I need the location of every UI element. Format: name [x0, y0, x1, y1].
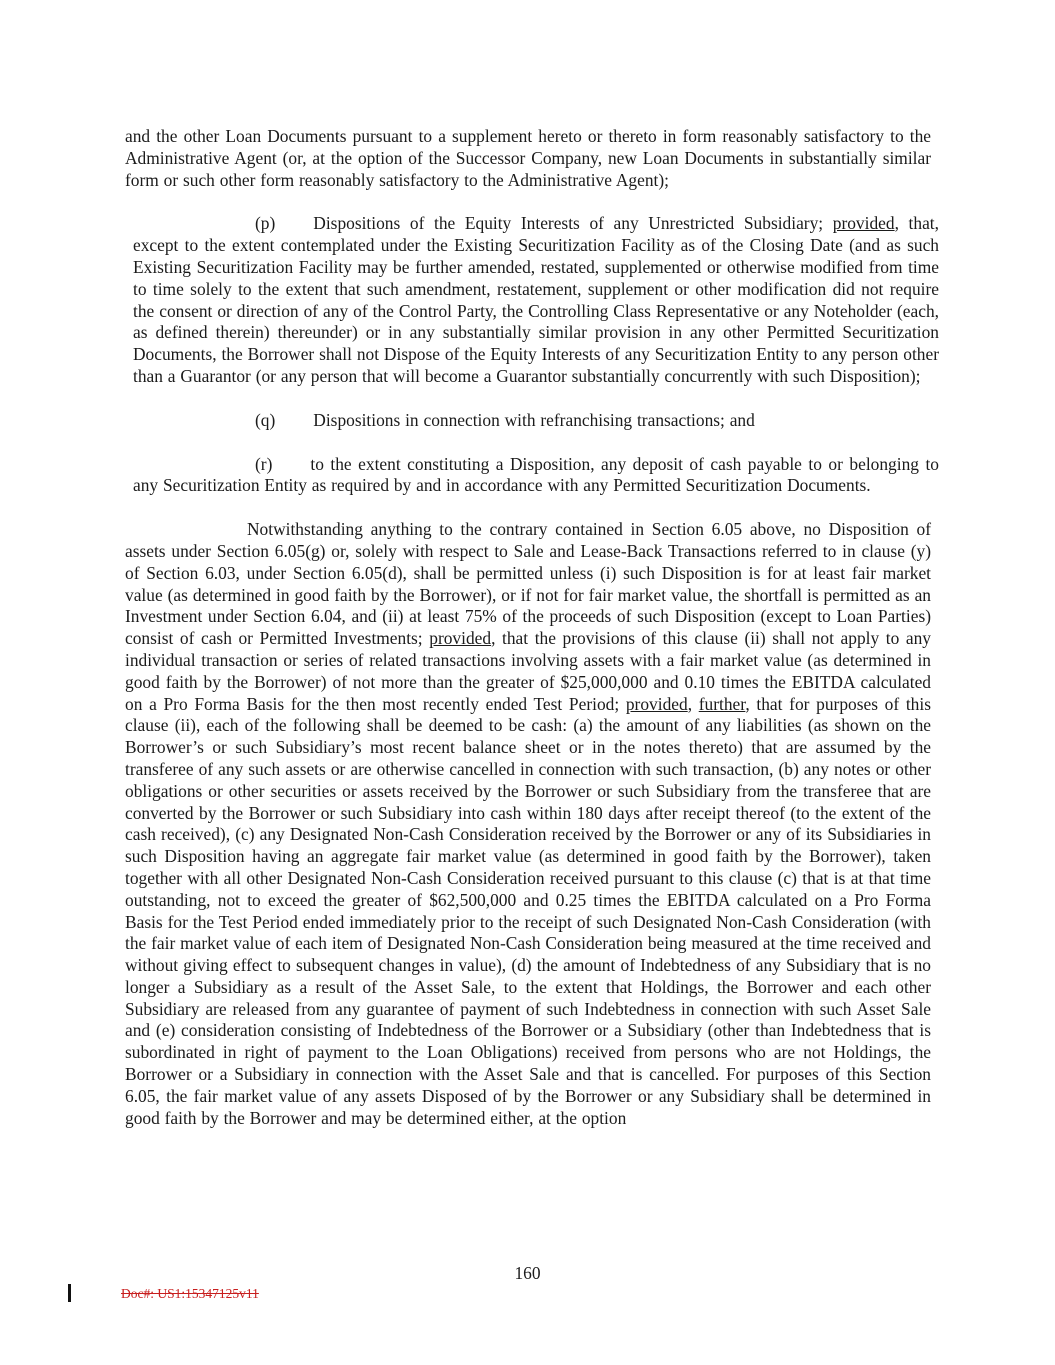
document-body [125, 126, 939, 1129]
text-run: , that for purposes of this clause (ii), each of the following shall be deemed to be cash: (a) the amount of any liabilities (as shown on the Borrower’s or such Subsidiary’s most recent balance sheet or in the notes thereto) that are assumed by the transferee of any such assets or are otherwise cancelled in connection with such transaction, (b) any notes or other obligations or other securities or assets received by the Borrower or such Subsidiary from the transferee that are converted by the Borrower or such Subsidiary into cash within 180 days after receipt thereof (to the extent of the cash received), (c) any Designated Non-Cash Consideration received by the Borrower or any of its Subsidiaries in such Disposition having an aggregate fair market value (as determined in good faith by the Borrower), taken together with all other Designated Non-Cash Consideration received pursuant to this clause (c) that is at that time outstanding, not to exceed the greater of $62,500,000 and 0.25 times the EBITDA calculated on a Pro Forma Basis for the Test Period ended immediately prior to the receipt of such Designated Non-Cash Consideration (with the fair market value of each item of Designated Non-Cash Consideration being measured at the time received and without giving effect to subsequent changes in value), (d) the amount of Indebtedness of any Subsidiary that is no longer a Subsidiary as a result of the Asset Sale, to the extent that Holdings, the Borrower and each other Subsidiary are released from any guarantee of payment of such Indebtedness in connection with such Asset Sale and (e) consideration consisting of Indebtedness of the Borrower or a Subsidiary (other than Indebtedness that is subordinated in right of payment to the Loan Obligations) received from persons who are not Holdings, the Borrower or a Subsidiary in connection with the Asset Sale and that is cancelled. For purposes of this Section 6.05, the fair market value of any assets Disposed of by the Borrower or any Subsidiary shall be determined in good faith by the Borrower and may be determined either, at the option [125, 693, 931, 1128]
revision-change-bar [68, 1284, 71, 1302]
text-run: (p) [255, 213, 276, 234]
text-run: Dispositions of the Equity Interests of any Unrestricted Subsidiary; [313, 213, 833, 234]
clause-q-paragraph [133, 410, 939, 432]
clause-r-paragraph [133, 454, 939, 498]
underlined-text-run: further [698, 693, 746, 714]
text-run: to the extent constituting a Disposition, any deposit of cash payable to or belonging to any Securitization Entity as required by and in accordance with any Permitted Securitization Documents. [133, 453, 939, 496]
clause-p-paragraph [133, 213, 939, 387]
closing-paragraph [125, 519, 931, 1129]
text-run: Notwithstanding anything to the contrary contained in Section 6.05 above, no Disposition of assets under Section 6.05(g) or, solely with respect to Sale and Lease-Back Transactions referred to in clause (y) of Section 6.03, under Section 6.05(d), shall be permitted unless (i) such Disposition is for at least fair market value (as determined in good faith by the Borrower), or if not for fair market value, the shortfall is permitted as an Investment under Section 6.04, and (ii) at least 75% of the proceeds of such Disposition (except to Loan Parties) consist of cash or Permitted Investments; [125, 519, 931, 649]
text-run: , that, except to the extent contemplated under the Existing Securitization Facility as of the Closing Date (and as such Existing Securitization Facility may be further amended, restated, supplemented or otherwise modified from time to time solely to the extent that such amendment, restatement, supplement or other modification did not require the consent or direction of any of the Control Party, the Controlling Class Representative or any Noteholder (each, as defined therein) thereunder) or in any substantially similar provision in any other Permitted Securitization Documents, the Borrower shall not Dispose of the Equity Interests of any Securitization Entity to any person other than a Guarantor (or any person that will become a Guarantor substantially concurrently with such Disposition); [133, 213, 939, 386]
underlined-text-run: provided [429, 628, 492, 649]
footer-doc-number: Doc#: US1:15347125v11 [121, 1286, 259, 1301]
underlined-text-run: provided [832, 213, 895, 234]
text-run: (r) [255, 453, 273, 474]
page-number: 160 [514, 1263, 541, 1283]
text-run: and the other Loan Documents pursuant to a supplement hereto or thereto in form reasonably satisfactory to the Administrative Agent (or, at the option of the Successor Company, new Loan Documents in substantially similar form or such other form reasonably satisfactory to the Administrative Agent); [125, 126, 931, 190]
text-run: Dispositions in connection with refranchising transactions; and [313, 409, 755, 430]
text-run: , that the provisions of this clause (ii) shall not apply to any individual transaction or series of related transactions involving assets with a fair market value (as determined in good faith by the Borrower) of not more than the greater of $25,000,000 and 0.10 times the EBITDA calculated on a Pro Forma Basis for the then most recently ended Test Period; [125, 628, 931, 714]
continuation-paragraph [125, 126, 931, 191]
text-run: , [687, 693, 699, 714]
underlined-text-run: provided [625, 693, 688, 714]
text-run: (q) [255, 409, 276, 430]
